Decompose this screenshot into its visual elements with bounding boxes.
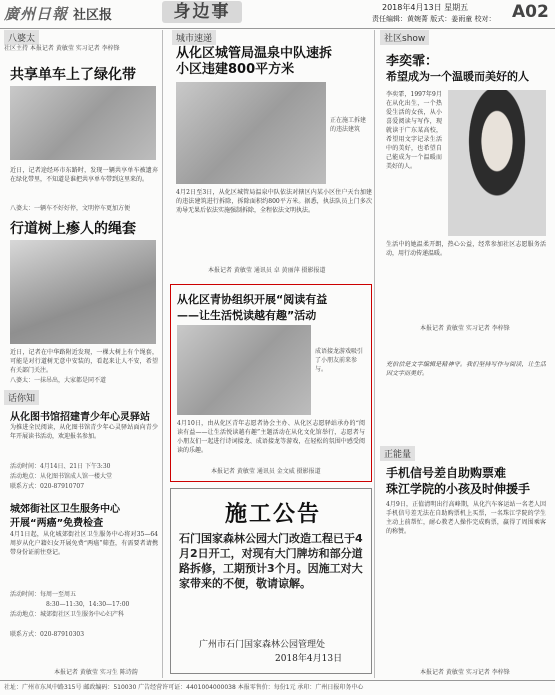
column-tag: 正能量 (380, 446, 415, 461)
notice-body: 石门国家森林公园大门改造工程已于4月2日开工，对现有大门牌坊和部分道路拆修，工期预计3个月。因施工对大家带来的不便，敬请谅解。 (179, 532, 363, 590)
masthead-logo: 廣州日報 (4, 5, 69, 23)
profile-body: 生活中的她温柔开朗，热心公益，经常参加社区志愿服务活动，用行动传递温暖。 (386, 241, 546, 257)
page-footer: 社址：广州市东风中路315号 邮政编码：510030 广告经营许可证：4401004000038 本报零售价：每份1元 承印：广州日报印务中心 (0, 680, 555, 695)
headline: 从化区城管局温泉中队速拆小区违建800平方米 (176, 46, 333, 77)
headline: 珠江学院的小孩及时伸援手 (386, 482, 531, 496)
notice-date: 2018年4月13日 (275, 654, 343, 664)
article-body: 近日，记者在中华路附近发现，一棵大树上有个绳套，可能是对行道树无意中安装的，看起来让人不安，希望有关部门关注。 (10, 349, 158, 374)
contact: 联系方式：020-87910303 (10, 631, 85, 638)
article-body: 为推进全民阅读，从化图书馆青少年心灵驿站面向青少年开展读书活动，欢迎报名参加。 (10, 424, 158, 440)
byline: 本报记者 黄敏莹 实习记者 李梓锋 (420, 669, 510, 676)
article-body: 4月10日，由从化区青年志愿者协会主办、从化区志愿驿站承办的“阅读有益——让生活悦读越有趣”主题活动在从化文化馆举行，志愿者与小朋友们一起进行诗词接龙、成语接龙等游戏，在轻松的氛围中感受阅读的乐趣。 (177, 420, 365, 454)
left-column (4, 30, 163, 678)
article-note: 八婆太：一抹吊出，大家都是同不道 (10, 377, 107, 384)
article-note: 八婆太：一辆车不好好停，文明停车更加方便 (10, 205, 131, 212)
headline: 城郊街社区卫生服务中心 (10, 504, 120, 515)
event-hours: 8:30—11:30，14:30—17:00 (46, 601, 130, 608)
notice-title: 施工公告 (225, 502, 322, 527)
bike-photo (10, 86, 156, 160)
tree-rope-photo (10, 240, 156, 344)
column-tag: 话你知 (4, 390, 39, 405)
byline: 本报记者 黄敏莹 通讯员 卓 黄丽萍 摄影报道 (208, 267, 326, 274)
event-place: 活动地点：城郊街社区卫生服务中心妇产科 (10, 611, 125, 618)
headline: ——让生活悦读越有趣”活动 (177, 309, 317, 322)
column-tag: 城市速递 (172, 30, 216, 45)
notice-signature: 广州市石门国家森林公园管理处 (199, 640, 326, 650)
page-header (0, 0, 555, 29)
column-tag: 八婆太 (4, 30, 39, 45)
article-body: 4月9日，正值清明出行高峰期，从化汽车客运站一名老人因手机信号差无法在自助购票机上买票，一名珠江学院的学生主动上前帮忙，耐心教老人操作完成购票，赢得了周围乘客的称赞。 (386, 501, 546, 535)
reading-event-photo (177, 325, 311, 415)
headline: 希望成为一个温暖而美好的人 (386, 70, 529, 83)
profile-quote: 充伯信是文字编辑是精神守。我们坚持写作与阅读，让生活因文字而美好。 (386, 361, 546, 377)
event-time: 活动时间：每周一至周五 (10, 591, 77, 598)
right-column (380, 30, 552, 678)
demolition-photo (176, 82, 326, 184)
page-number: A02 (512, 2, 549, 22)
construction-notice (170, 488, 372, 674)
byline: 本报记者 黄敏莹 通讯员 金文威 摄影报道 (211, 468, 321, 475)
profile-intro: 李奕霏，1997年9月在从化出生，一个热爱生活的女孩，从小喜爱阅读与写作，现就读于广东某高校，希望用文字记录生活中的美好，也希望自己能成为一个温暖而美好的人。 (386, 91, 442, 170)
featured-article (170, 284, 372, 482)
byline: 本报记者 黄敏莹 实习生 陈诗韵 (54, 669, 138, 676)
middle-column (168, 30, 375, 678)
topic-banner: 身边事 (162, 1, 242, 23)
headline: 共享单车上了绿化带 (10, 67, 136, 83)
editors-line: 责任编辑：黄婉菁 版式：姜雨童 校对： (372, 15, 496, 23)
article-body: 4月1日起，从化城郊街社区卫生服务中心将对35—64周岁从化户籍妇女开展免费“两癌”筛查，有需要者请携带身份证前往登记。 (10, 531, 158, 556)
portrait-photo (448, 90, 546, 236)
headline: 从化区青协组织开展“阅读有益 (177, 293, 328, 306)
byline: 本报记者 黄敏莹 实习记者 李梓锋 (420, 325, 510, 332)
date-line: 2018年4月13日 星期五 (382, 3, 469, 12)
photo-caption: 成语接龙游戏吸引了小朋友前来参与。 (315, 348, 364, 373)
article-body: 4月2日至3日，从化区城管局温泉中队依法对辖区内某小区住户天台加建的违法建筑进行拆除，拆除面积约800平方米。据悉，执法队员上门多次劝导无果后依法实施强制拆除，全程依法文明执法。 (176, 189, 372, 214)
section-label: 社区报 (73, 8, 113, 23)
headline: 李奕霏： (386, 54, 439, 69)
event-place: 活动地点：从化图书馆成人馆一楼大堂 (10, 473, 113, 480)
contact: 联系方式：020-87910707 (10, 483, 85, 490)
article-body: 近日，记者途经环市东路时，发现一辆共享单车被遗弃在绿化带里，不知道是谁把共享单车带到这里来的。 (10, 167, 158, 183)
headline: 行道树上瘆人的绳套 (10, 221, 136, 237)
column-tag: 社区show (380, 30, 429, 45)
headline: 开展“两癌”免费检查 (10, 518, 104, 529)
event-time: 活动时间：4月14日、21日 下午3:30 (10, 463, 111, 470)
headline: 从化图书馆招建青少年心灵驿站 (10, 412, 150, 423)
headline: 手机信号差自助购票难 (386, 466, 507, 480)
photo-caption: 正在施工拆建的违法建筑 (330, 117, 367, 133)
byline: 社区主持 本报记者 黄敏莹 实习记者 李梓锋 (4, 45, 120, 52)
